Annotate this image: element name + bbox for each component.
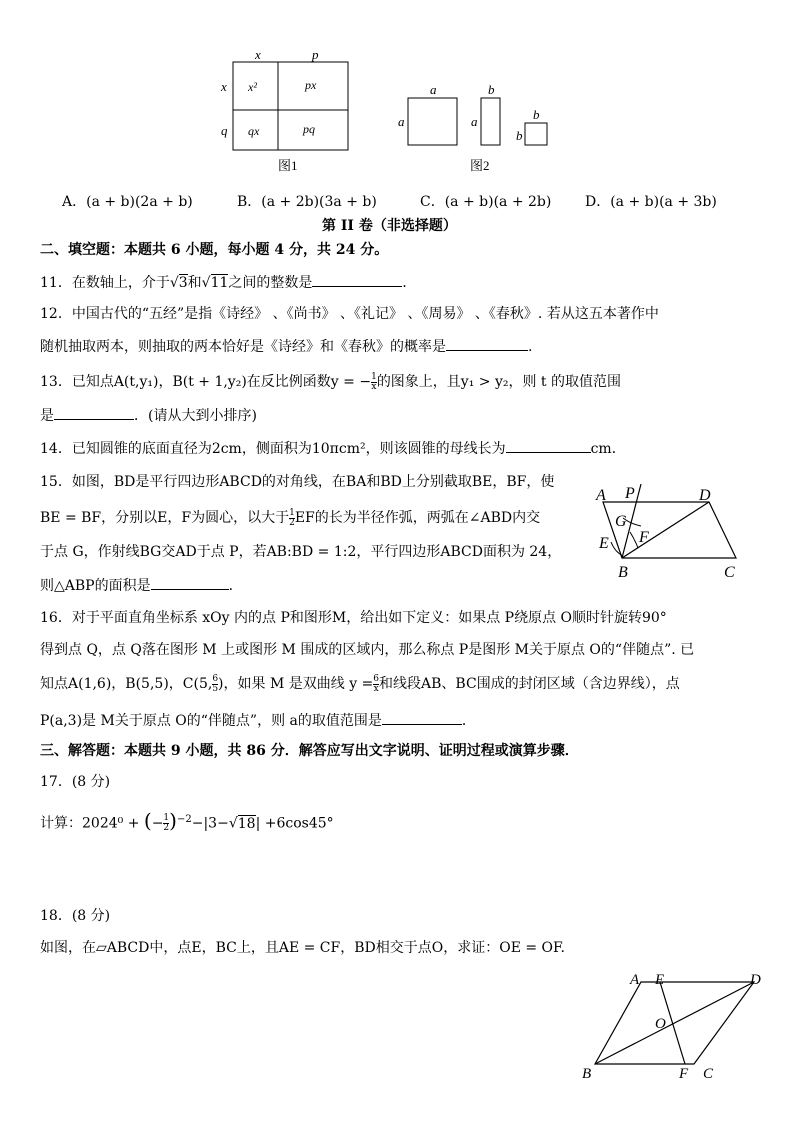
fig1-cell-qx: qx (248, 124, 260, 138)
paren-open: ( (143, 808, 152, 833)
q10-option-a: A．(a + b)(2a + b) (62, 194, 193, 210)
q18-fig-label-f: F (679, 1066, 689, 1082)
q17-neg: − (151, 815, 164, 832)
q12-end: . (528, 339, 533, 355)
q18-text: 如图，在▱ABCD中，点E，BC上，且AE = CF，BD相交于点O，求证：OE = OF. (40, 940, 566, 956)
q15-line-4 (40, 575, 243, 596)
paren-close: ) (169, 808, 177, 833)
fig1-top-p: p (312, 47, 319, 62)
q18-fig-label-c: C (703, 1066, 714, 1082)
q15-text-d: ． (228, 578, 243, 594)
q15-line-2 (40, 508, 540, 528)
q15-fig-label-a: A (596, 487, 606, 504)
sqrt-icon: √ (201, 275, 211, 291)
q12-text: 随机抽取两本，则抽取的两本恰好是《诗经》和《春秋》的概率是 (40, 339, 446, 355)
q16-text-c: 和线段AB、BC围成的封闭区域（含边界线），点 (379, 676, 680, 692)
answer-blank[interactable] (506, 438, 591, 453)
q18-fig-label-d: D (750, 972, 761, 988)
part2-title: 第 II 卷（非选择题） (322, 218, 457, 234)
fig1-cell-x2: x² (248, 80, 257, 94)
fraction-denominator: x (373, 683, 379, 694)
q14-text-a: 14．已知圆锥的底面直径为2cm，侧面积为10πcm²，则该圆锥的母线长为 (40, 441, 506, 457)
q18-fig-label-b: B (582, 1066, 592, 1082)
q15-fig-label-e: E (599, 535, 609, 552)
fraction-numerator: 1 (163, 813, 170, 824)
q16-line-1: 16．对于平面直角坐标系 xOy 内的点 P和图形M，给出如下定义：如果点 P绕原点 O顺时针旋转90° (40, 610, 667, 626)
q15-fig-label-b: B (618, 564, 628, 581)
q12-line-2 (40, 336, 532, 357)
fraction-numerator: 1 (289, 507, 295, 518)
q17-exponent: −2 (176, 814, 192, 825)
q16-text-d: P(a,3)是 M关于原点 O的“伴随点”，则 a的取值范围是 (40, 713, 382, 729)
q17-text-c: | +6cos45° (255, 815, 334, 832)
fraction-numerator: 6 (373, 673, 380, 684)
fraction-denominator: 2 (289, 517, 295, 528)
q16-text-e: ． (461, 713, 476, 729)
answer-blank[interactable] (151, 575, 229, 590)
fraction-numerator: 1 (371, 371, 377, 382)
q17-radicand: 18 (237, 815, 256, 832)
q14-text-b: cm． (590, 441, 626, 457)
fraction-denominator: 2 (163, 823, 170, 834)
q15-text-c: 则△ABP的面积是 (40, 578, 151, 594)
q15-text-a: BE = BF，分别以E，F为圆心，以大于 (40, 510, 290, 526)
q11-text-b: 和 (187, 275, 202, 291)
answer-blank[interactable] (312, 272, 402, 287)
q17-text-a: 计算：2024⁰ + (40, 815, 144, 832)
q10-option-d: D．(a + b)(a + 3b) (585, 194, 717, 210)
fraction-denominator: 5 (212, 683, 219, 694)
fig1-cell-px: px (305, 78, 317, 92)
fig2-a-left: a (398, 114, 405, 129)
figure-2 (395, 80, 555, 175)
q10-option-b: B．(a + 2b)(3a + b) (237, 194, 377, 210)
fraction-numerator: 6 (212, 673, 219, 684)
q18-fig-label-e: E (655, 972, 665, 988)
q16-text-b: )，如果 M 是双曲线 y = (218, 676, 374, 692)
section3-header: 三、解答题：本题共 9 小题，共 86 分．解答应写出文字说明、证明过程或演算步骤． (40, 743, 579, 759)
q13-text-c: 是 (40, 408, 54, 424)
q13-text-b: 的图象上，且y₁ > y₂，则 t 的取值范围 (376, 374, 622, 390)
q17-label: 17．(8 分) (40, 774, 111, 790)
q13-line-1 (40, 372, 621, 392)
q18-fig-label-o: O (655, 1016, 666, 1032)
q15-fig-label-g: G (615, 513, 627, 530)
sqrt-icon: √ (228, 815, 238, 832)
q11-radicand-2: 11 (210, 275, 229, 291)
fig1-left-q: q (221, 123, 228, 138)
q15-line-3: 于点 G，作射线BG交AD于点 P，若AB:BD = 1:2，平行四边形ABCD面积为 24， (40, 544, 562, 560)
q15-fig-label-f: F (639, 529, 649, 546)
fig1-top-x: x (255, 47, 261, 62)
fig2-caption: 图2 (470, 158, 490, 173)
q11-text-c: 之间的整数是 (228, 275, 313, 291)
q16-text-a: 知点A(1,6)，B(5,5)，C(5, (40, 676, 213, 692)
answer-blank[interactable] (382, 710, 462, 725)
section2-header: 二、填空题：本题共 6 小题，每小题 4 分，共 24 分。 (40, 242, 389, 258)
question-14 (40, 438, 626, 459)
q15-line-1: 15．如图，BD是平行四边形ABCD的对角线，在BA和BD上分别截取BE，BF，使 (40, 474, 555, 490)
q16-line-2: 得到点 Q，点 Q落在图形 M 上或图形 M 围成的区域内，那么称点 P是图形 M关于原点 O的“伴随点”. 已 (40, 642, 695, 658)
q18-figure (578, 968, 768, 1083)
fig1-cell-pq: pq (303, 122, 315, 136)
q17-text-b: −|3− (191, 815, 229, 832)
fig2-b-left: b (516, 128, 523, 143)
fig2-a-top: a (430, 82, 437, 97)
q13-line-2 (40, 405, 257, 426)
figure-1 (215, 45, 365, 175)
question-11 (40, 272, 416, 293)
q15-fig-label-c: C (724, 564, 735, 581)
q13-text-d: ．(请从大到小排序) (134, 408, 257, 424)
q13-text-a: 13．已知点A(t,y₁)，B(t + 1,y₂)在反比例函数y = − (40, 374, 372, 390)
q18-label: 18．(8 分) (40, 908, 111, 924)
q16-line-4 (40, 710, 476, 731)
fraction-denominator: x (371, 381, 377, 392)
q11-text-d: ． (402, 275, 417, 291)
q11-radicand-1: 3 (178, 275, 188, 291)
fig2-b-top2: b (533, 107, 540, 122)
q11-text-a: 11．在数轴上，介于 (40, 275, 170, 291)
q10-option-c: C．(a + b)(a + 2b) (420, 194, 552, 210)
answer-blank[interactable] (446, 336, 528, 351)
q12-line-1: 12．中国古代的“五经”是指《诗经》 、《尚书》 、《礼记》 、《周易》 、《春秋》. 若从这五本著作中 (40, 306, 659, 322)
q15-fig-label-p: P (625, 485, 635, 502)
sqrt-icon: √ (169, 275, 179, 291)
q15-figure (593, 480, 743, 583)
q16-line-3 (40, 674, 680, 694)
q18-fig-label-a: A (630, 972, 640, 988)
fig2-a-left2: a (471, 114, 478, 129)
fig1-caption: 图1 (278, 158, 298, 173)
q17-expression (40, 810, 334, 834)
q15-text-b: EF的长为半径作弧，两弧在∠ABD内交 (294, 510, 541, 526)
q15-fig-label-d: D (699, 487, 711, 504)
fig2-b-top1: b (488, 82, 495, 97)
answer-blank[interactable] (54, 405, 134, 420)
fig1-left-x: x (221, 79, 227, 94)
